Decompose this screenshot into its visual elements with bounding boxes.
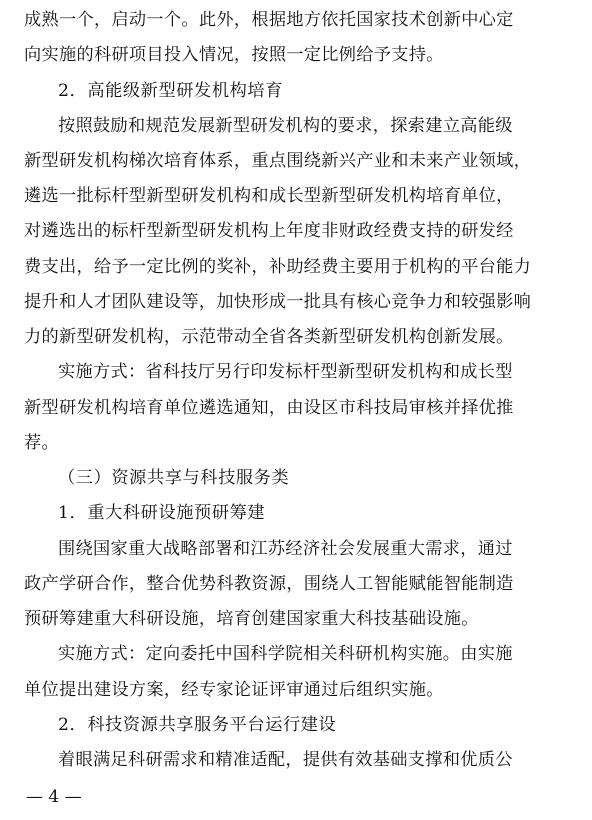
page-number: — 4 — xyxy=(26,787,82,807)
section-heading: （三）资源共享与科技服务类 xyxy=(58,468,290,489)
paragraph-line: 荐。 xyxy=(24,432,59,453)
paragraph-line: 遴选一批标杆型新型研发机构和成长型新型研发机构培育单位， xyxy=(24,186,514,207)
paragraph-line: 围绕国家重大战略部署和江苏经济社会发展重大需求，通过 xyxy=(58,538,513,559)
section-heading: 2．科技资源共享服务平台运行建设 xyxy=(58,714,337,735)
paragraph-line: 着眼满足科研需求和精准适配，提供有效基础支撑和优质公 xyxy=(58,750,513,770)
paragraph-line: 对遴选出的标杆型新型研发机构上年度非财政经费支持的研发经 xyxy=(24,221,514,242)
paragraph-line: 力的新型研发机构，示范带动全省各类新型研发机构创新发展。 xyxy=(24,327,514,348)
paragraph-line: 费支出，给予一定比例的奖补，补助经费主要用于机构的平台能力 xyxy=(24,256,532,277)
paragraph-line: 实施方式：省科技厅另行印发标杆型新型研发机构和成长型 xyxy=(58,362,513,383)
paragraph-line: 实施方式：定向委托中国科学院相关科研机构实施。由实施 xyxy=(58,644,513,665)
paragraph-line: 新型研发机构梯次培育体系，重点围绕新兴产业和未来产业领域， xyxy=(24,151,532,171)
paragraph-line: 单位提出建设方案，经专家论证评审通过后组织实施。 xyxy=(24,679,444,700)
section-heading: 1．重大科研设施预研筹建 xyxy=(58,503,266,524)
paragraph-line: 政产学研合作，整合优势科教资源，围绕人工智能赋能智能制造 xyxy=(24,573,514,594)
paragraph-line: 向实施的科研项目投入情况，按照一定比例给予支持。 xyxy=(24,45,444,66)
paragraph-line: 按照鼓励和规范发展新型研发机构的要求，探索建立高能级 xyxy=(58,115,513,136)
section-heading: 2．高能级新型研发机构培育 xyxy=(58,80,283,101)
paragraph-line: 提升和人才团队建设等，加快形成一批具有核心竞争力和较强影响 xyxy=(24,291,532,312)
paragraph-line: 预研筹建重大科研设施，培育创建国家重大科技基础设施。 xyxy=(24,609,479,629)
paragraph-line: 新型研发机构培育单位遴选通知，由设区市科技局审核并择优推 xyxy=(24,397,514,418)
paragraph-line: 成熟一个，启动一个。此外，根据地方依托国家技术创新中心定 xyxy=(24,10,514,30)
